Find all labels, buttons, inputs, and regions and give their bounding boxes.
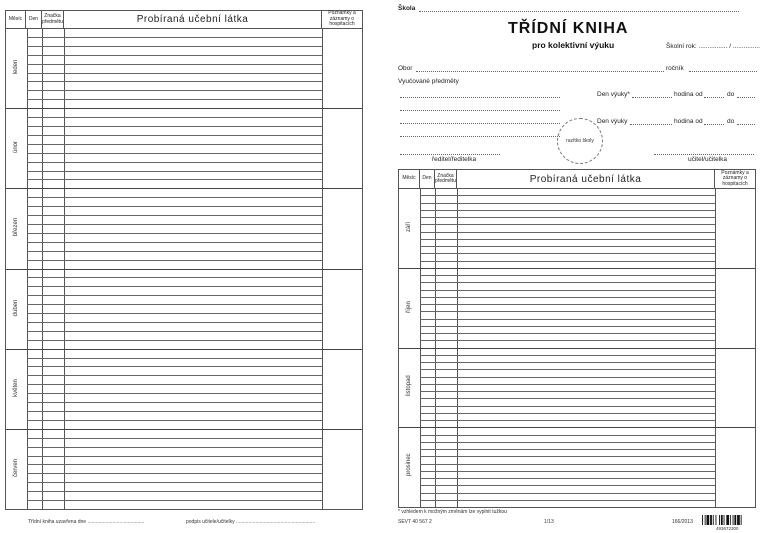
- row-line: [27, 90, 322, 91]
- month-label: listopad: [406, 375, 412, 397]
- row-line: [420, 493, 715, 494]
- month-separator: [399, 427, 755, 428]
- barcode-number: 493672300: [716, 526, 739, 531]
- field-line: [416, 71, 664, 72]
- subjects-line-3: [400, 123, 560, 124]
- month-label: únor: [13, 141, 19, 154]
- row-line: [420, 442, 715, 443]
- school-line: [419, 11, 739, 12]
- row-line: [27, 420, 322, 421]
- row-line: [27, 393, 322, 394]
- row-line: [420, 261, 715, 262]
- row-line: [27, 322, 322, 323]
- row-line: [27, 456, 322, 457]
- row-line: [27, 331, 322, 332]
- left-page: [0, 0, 378, 533]
- row-line: [27, 366, 322, 367]
- row-line: [420, 253, 715, 254]
- row-line: [27, 358, 322, 359]
- month-label: březen: [13, 218, 19, 237]
- row-line: [420, 406, 715, 407]
- row-line: [420, 398, 715, 399]
- row-line: [420, 304, 715, 305]
- day1-hours-to: do: [727, 91, 735, 98]
- row-line: [27, 73, 322, 74]
- month-separator: [6, 108, 362, 109]
- row-line: [420, 282, 715, 283]
- row-line: [27, 233, 322, 234]
- row-line: [420, 210, 715, 211]
- row-line: [420, 239, 715, 240]
- row-line: [420, 471, 715, 472]
- day1-line: [632, 97, 672, 98]
- row-line: [27, 313, 322, 314]
- row-line: [27, 295, 322, 296]
- row-line: [420, 246, 715, 247]
- barcode-icon: [702, 515, 762, 526]
- row-line: [420, 377, 715, 378]
- col-day-header: Den: [26, 11, 42, 28]
- row-line: [27, 37, 322, 38]
- subjects-label: Vyučované předměty: [398, 78, 459, 85]
- row-line: [420, 464, 715, 465]
- row-line: [420, 449, 715, 450]
- book-subtitle: pro kolektivní výuku: [532, 40, 615, 50]
- row-line: [27, 171, 322, 172]
- row-line: [27, 46, 322, 47]
- row-line: [27, 144, 322, 145]
- director-label: ředitel/ředitelka: [432, 156, 477, 163]
- right-lesson-table: [398, 169, 756, 508]
- row-line: [27, 206, 322, 207]
- day2-to-line: [737, 124, 755, 125]
- row-line: [27, 153, 322, 154]
- subjects-line-4: [400, 136, 560, 137]
- row-line: [27, 277, 322, 278]
- day2-hours-to: do: [727, 118, 735, 125]
- school-year: Školní rok: ................ / ...............: [666, 43, 760, 50]
- teacher-label: učitel/učitelka: [688, 156, 728, 163]
- right-page: [386, 0, 768, 533]
- row-line: [27, 179, 322, 180]
- subjects-line-2: [400, 110, 560, 111]
- row-line: [420, 478, 715, 479]
- footnote: * vzhledem k možným změnám lze vyplnit tužkou: [398, 509, 507, 515]
- row-line: [27, 224, 322, 225]
- col-subject-header: Značka předmětu: [435, 170, 457, 188]
- month-separator: [399, 348, 755, 349]
- left-table-header: [6, 11, 362, 29]
- book-title: TŘÍDNÍ KNIHA: [508, 20, 629, 37]
- month-label: prosinec: [406, 453, 412, 477]
- col-day-header: Den: [420, 170, 435, 188]
- form-code: SEVT 40 567 2: [398, 519, 432, 525]
- row-line: [27, 162, 322, 163]
- row-line: [27, 340, 322, 341]
- row-line: [27, 242, 322, 243]
- row-line: [27, 286, 322, 287]
- row-line: [27, 117, 322, 118]
- row-line: [27, 491, 322, 492]
- row-line: [27, 81, 322, 82]
- left-footer-signature: podpis učitele/učitelky .........................................................: [186, 519, 316, 525]
- form-year-code: 166/2013: [672, 519, 693, 525]
- row-line: [420, 195, 715, 196]
- row-line: [420, 326, 715, 327]
- month-separator: [6, 269, 362, 270]
- month-separator: [399, 268, 755, 269]
- row-line: [27, 464, 322, 465]
- col-notes-header: Poznámky a záznamy o hospitacích: [721, 169, 749, 187]
- row-line: [420, 413, 715, 414]
- subjects-line-1: [400, 97, 560, 98]
- row-line: [420, 500, 715, 501]
- row-line: [420, 333, 715, 334]
- month-label: říjen: [406, 300, 412, 313]
- row-line: [27, 197, 322, 198]
- row-line: [420, 362, 715, 363]
- row-line: [420, 319, 715, 320]
- row-line: [420, 384, 715, 385]
- row-line: [420, 485, 715, 486]
- row-line: [27, 402, 322, 403]
- col-month-header: Měsíc: [6, 11, 26, 28]
- day1-hours-from: hodina od: [674, 91, 703, 98]
- row-line: [420, 203, 715, 204]
- month-label: leden: [13, 59, 19, 75]
- row-line: [27, 215, 322, 216]
- year-line: [689, 71, 757, 72]
- month-separator: [6, 349, 362, 350]
- row-line: [27, 375, 322, 376]
- row-line: [420, 275, 715, 276]
- row-line: [420, 435, 715, 436]
- school-stamp-circle: razítko školy: [557, 118, 603, 164]
- row-line: [420, 311, 715, 312]
- day2-from-line: [704, 124, 724, 125]
- col-subject-header: Značka předmětu: [42, 11, 64, 28]
- row-line: [27, 260, 322, 261]
- row-line: [420, 355, 715, 356]
- row-line: [27, 438, 322, 439]
- year-label: ročník: [666, 65, 684, 72]
- month-separator: [6, 429, 362, 430]
- day1-to-line: [737, 97, 755, 98]
- row-line: [27, 99, 322, 100]
- month-label: září: [406, 221, 412, 232]
- row-line: [27, 135, 322, 136]
- row-line: [420, 217, 715, 218]
- page-number: 1/13: [544, 519, 554, 525]
- row-line: [27, 251, 322, 252]
- row-line: [420, 290, 715, 291]
- day2-hours-from: hodina od: [674, 118, 703, 125]
- month-separator: [6, 188, 362, 189]
- row-line: [420, 456, 715, 457]
- row-line: [27, 304, 322, 305]
- right-table-header: [399, 170, 755, 189]
- row-line: [420, 340, 715, 341]
- month-label: červen: [13, 458, 19, 477]
- row-line: [27, 482, 322, 483]
- day1-from-line: [704, 97, 724, 98]
- row-line: [420, 297, 715, 298]
- row-line: [27, 55, 322, 56]
- row-line: [27, 64, 322, 65]
- row-line: [420, 232, 715, 233]
- col-month-header: Měsíc: [399, 170, 420, 188]
- row-line: [27, 411, 322, 412]
- row-line: [27, 500, 322, 501]
- field-label: Obor: [398, 65, 413, 72]
- school-label: Škola: [398, 5, 416, 12]
- month-label: květen: [13, 378, 19, 397]
- day2-line: [630, 124, 672, 125]
- day1-label: Den výuky*: [597, 91, 630, 98]
- left-footer-closed: Třídní kniha uzavřena dne .........................................: [28, 519, 145, 525]
- row-line: [27, 447, 322, 448]
- row-line: [420, 224, 715, 225]
- left-lesson-table: [5, 10, 363, 510]
- day2-label: Den výuky: [597, 118, 628, 125]
- director-line: [400, 154, 500, 155]
- month-label: duben: [13, 299, 19, 316]
- row-line: [27, 473, 322, 474]
- row-line: [27, 384, 322, 385]
- col-topic-header: Probíraná učební látka: [457, 170, 715, 188]
- row-line: [420, 391, 715, 392]
- col-notes-header: Poznámky a záznamy o hospitacích: [328, 10, 356, 28]
- row-line: [27, 126, 322, 127]
- col-topic-header: Probíraná učební látka: [64, 11, 322, 28]
- teacher-line: [654, 154, 754, 155]
- row-line: [420, 369, 715, 370]
- row-line: [420, 420, 715, 421]
